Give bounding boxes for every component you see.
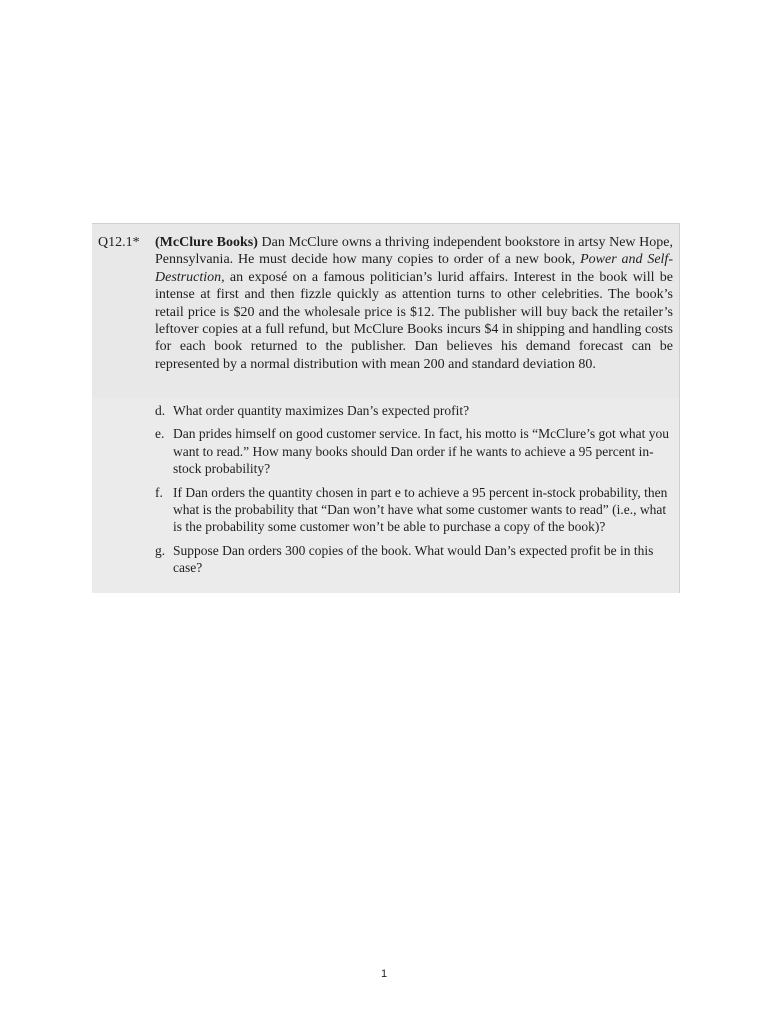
- part-text: Dan prides himself on good customer service. In fact, his motto is “McClure’s got what you want to read.” How many books should Dan order if he wants to achieve a 95 percent in-stock probability?: [173, 426, 670, 477]
- part-letter: f.: [155, 484, 163, 500]
- question-parts: [155, 402, 673, 583]
- question-number: Q12.1*: [98, 235, 140, 250]
- part-letter: d.: [155, 403, 166, 418]
- list-item: [155, 484, 673, 536]
- part-letter: e.: [155, 426, 165, 442]
- book-title: Power and Self-Destruction,: [155, 252, 673, 285]
- question-title: (McClure Books): [155, 235, 258, 250]
- list-item: [155, 542, 673, 577]
- page-number: 1: [380, 968, 388, 980]
- part-letter: g.: [155, 542, 166, 558]
- part-text: Suppose Dan orders 300 copies of the book. What would Dan’s expected profit be in this case?: [173, 542, 654, 576]
- problem-box: [92, 223, 680, 593]
- question-intro: [155, 234, 673, 373]
- intro-text-1: Dan McClure owns a thriving independent bookstore in artsy New Hope, Pennsylvania. He must decide how many copies to order of a new book,: [155, 235, 673, 268]
- list-item: [155, 402, 673, 419]
- part-text: If Dan orders the quantity chosen in part e to achieve a 95 percent in-stock probability, then what is the probability that “Dan won’t have what some customer wants to read” (i.e., what is the probability some customer won’t be able to purchase a copy of the book)?: [173, 484, 668, 535]
- intro-text-2: an exposé on a famous politician’s lurid affairs. Interest in the book will be intense at first and then fizzle quickly as attention turns to other celebrities. The book’s retail price is $20 and the wholesale price is $12. The publisher will buy back the retailer’s leftover copies at a full refund, but McClure Books incurs $4 in shipping and handling costs for each book returned to the publisher. Dan believes his demand forecast can be represented by a normal distribution with mean 200 and standard deviation 80.: [155, 269, 673, 372]
- list-item: [155, 425, 673, 477]
- part-text: What order quantity maximizes Dan’s expected profit?: [173, 403, 470, 418]
